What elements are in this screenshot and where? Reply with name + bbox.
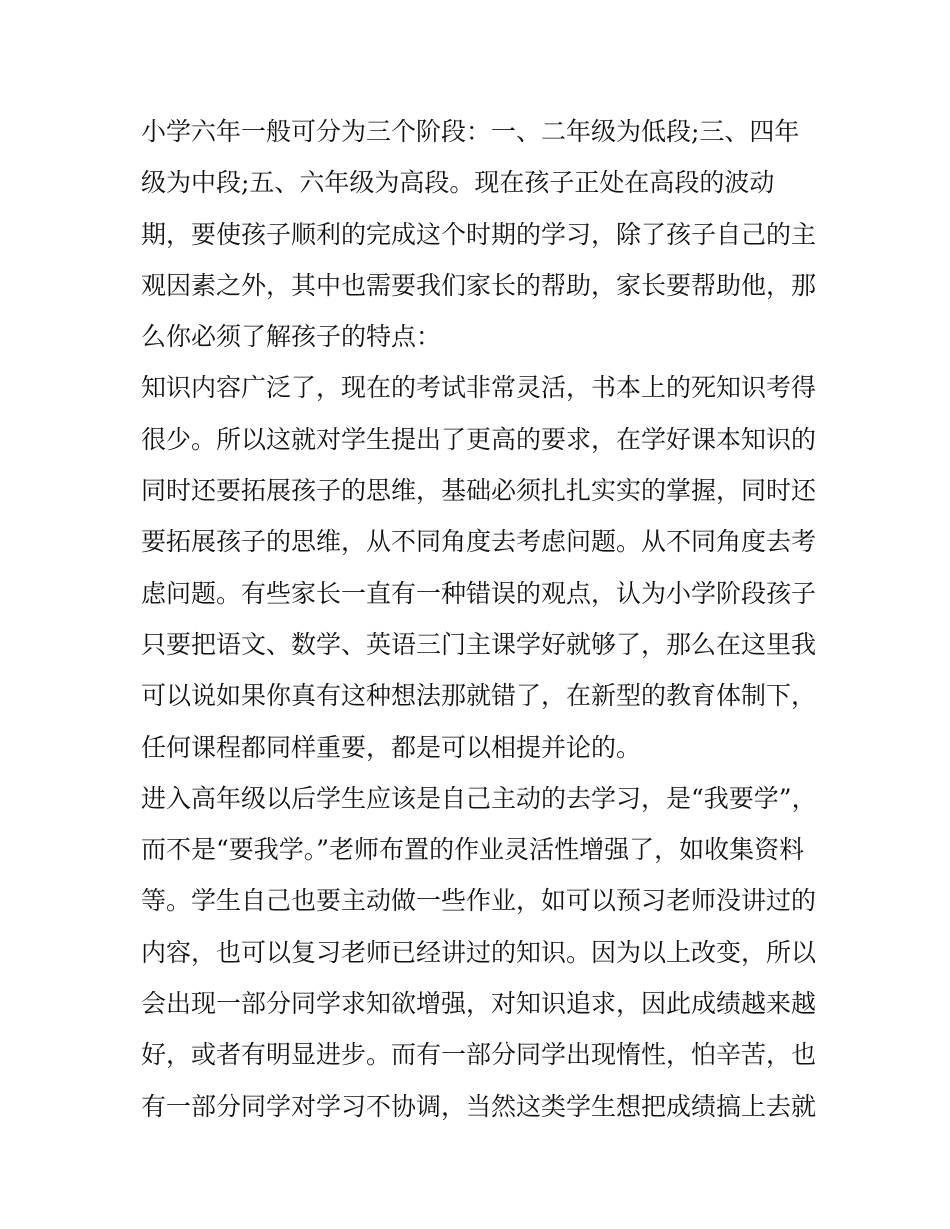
text-line: 么你必须了解孩子的特点：: [141, 322, 442, 352]
text-line: 会出现一部分同学求知欲增强，对知识追求，因此成绩越来越: [141, 989, 817, 1019]
text-line: 期，要使孩子顺利的完成这个时期的学习，除了孩子自己的主: [141, 219, 817, 249]
text-line: 有一部分同学对学习不协调，当然这类学生想把成绩搞上去就: [141, 1091, 817, 1121]
text-line: 很少。所以这就对学生提出了更高的要求，在学好课本知识的: [141, 424, 817, 454]
text-line: 内容，也可以复习老师已经讲过的知识。因为以上改变，所以: [141, 937, 817, 967]
text-line: 可以说如果你真有这种想法那就错了，在新型的教育体制下，: [141, 681, 817, 711]
text-line: 观因素之外，其中也需要我们家长的帮助，家长要帮助他，那: [141, 270, 817, 300]
text-line: 进入高年级以后学生应该是自己主动的去学习，是“我要学”，: [141, 783, 817, 813]
text-line: 任何课程都同样重要，都是可以相提并论的。: [141, 732, 642, 762]
text-line: 等。学生自己也要主动做一些作业，如可以预习老师没讲过的: [141, 886, 817, 916]
text-line: 要拓展孩子的思维，从不同角度去考虑问题。从不同角度去考: [141, 527, 817, 557]
text-line: 知识内容广泛了，现在的考试非常灵活，书本上的死知识考得: [141, 373, 817, 403]
text-line: 虑问题。有些家长一直有一种错误的观点，认为小学阶段孩子: [141, 578, 817, 608]
body-text: [141, 106, 831, 1132]
text-line: 小学六年一般可分为三个阶段：一、二年级为低段;三、四年: [141, 117, 800, 146]
text-line: 同时还要拓展孩子的思维，基础必须扎扎实实的掌握，同时还: [141, 476, 817, 506]
text-line: 好，或者有明显进步。而有一部分同学出现惰性，怕辛苦，也: [141, 1040, 817, 1070]
text-line: 级为中段;五、六年级为高段。现在孩子正处在高段的波动: [141, 168, 775, 198]
text-line: 只要把语文、数学、英语三门主课学好就够了，那么在这里我: [141, 629, 817, 659]
text-line: 而不是“要我学。”老师布置的作业灵活性增强了，如收集资料: [141, 835, 805, 865]
